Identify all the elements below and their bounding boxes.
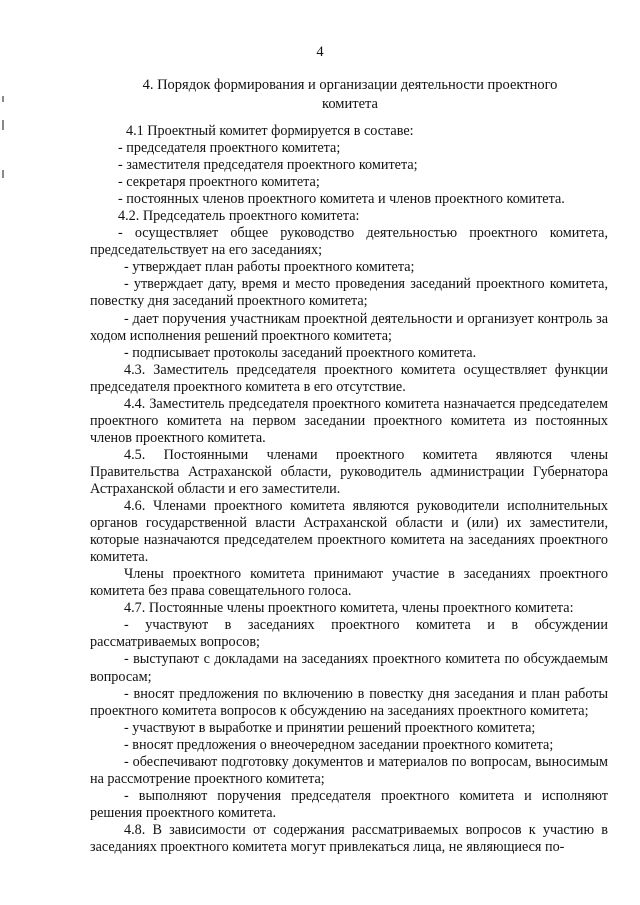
scan-mark [2, 96, 4, 102]
section-heading-line-2: комитета [322, 96, 378, 112]
list-item: - дает поручения участникам проектной деятельности и организует контроль за ходом исполнения решений проектного комитета; [90, 310, 608, 344]
list-item: - заместителя председателя проектного комитета; [118, 157, 418, 174]
scan-mark [2, 170, 4, 178]
paragraph: 4.1 Проектный комитет формируется в составе: [126, 123, 414, 139]
list-item: - утверждает дату, время и место проведения заседаний проектного комитета, повестку дня заседаний проектного комитета; [90, 276, 608, 310]
list-item: - обеспечивают подготовку документов и материалов по вопросам, выносимым на рассмотрение проектного комитета; [90, 753, 608, 787]
list-item: - участвуют в заседаниях проектного комитета и в обсуждении рассматриваемых вопросов; [90, 617, 608, 651]
paragraph: Члены проектного комитета принимают участие в заседаниях проектного комитета без права совещательного голоса. [90, 566, 608, 600]
list-item: - подписывает протоколы заседаний проектного комитета. [124, 344, 477, 361]
scan-margin-marks [2, 96, 6, 186]
scan-mark [2, 120, 4, 130]
paragraph: 4.4. Заместитель председателя проектного комитета назначается председателем проектного комитета на первом заседании проектного комитета из постоянных членов проектного комитета. [90, 395, 608, 446]
list-item: - постоянных членов проектного комитета и членов проектного комитета. [118, 191, 565, 208]
paragraph: 4.2. Председатель проектного комитета: [118, 208, 360, 225]
list-item: - вносят предложения по включению в повестку дня заседания и план работы проектного комитета вопросов к обсуждению на заседаниях проектного комитета; [90, 685, 608, 719]
list-item: - участвуют в выработке и принятии решений проектного комитета; [124, 719, 536, 736]
list-item: - утверждает план работы проектного комитета; [124, 259, 415, 276]
section-heading [90, 76, 610, 114]
list-item: - вносят предложения о внеочередном заседании проектного комитета; [124, 736, 554, 753]
list-item: - выступают с докладами на заседаниях проектного комитета по обсуждаемым вопросам; [90, 651, 608, 685]
section-heading-line-1: 4. Порядок формирования и организации деятельности проектного [142, 77, 558, 93]
document-body [90, 123, 608, 856]
list-item: - осуществляет общее руководство деятельностью проектного комитета, председательствует на его заседаниях; [90, 225, 608, 259]
paragraph: 4.6. Членами проектного комитета являются руководители исполнительных органов государственной власти Астраханской области и (или) их заместители, которые назначаются председателем проектного комитета на заседаниях проектного комитета. [90, 498, 608, 566]
paragraph: 4.8. В зависимости от содержания рассматриваемых вопросов к участию в заседаниях проектного комитета могут привлекаться лица, не являющиеся по- [90, 821, 608, 855]
list-item: - выполняют поручения председателя проектного комитета и исполняют решения проектного комитета. [90, 787, 608, 821]
paragraph: 4.7. Постоянные члены проектного комитета, члены проектного комитета: [124, 600, 574, 617]
page-number: 4 [316, 44, 324, 60]
list-item: - секретаря проектного комитета; [118, 174, 320, 191]
paragraph: 4.3. Заместитель председателя проектного комитета осуществляет функции председателя проектного комитета в его отсутствие. [90, 361, 608, 395]
list-item: - председателя проектного комитета; [118, 140, 341, 157]
paragraph: 4.5. Постоянными членами проектного комитета являются члены Правительства Астраханской области, руководитель администрации Губернатора Астраханской области и его заместители. [90, 446, 608, 497]
